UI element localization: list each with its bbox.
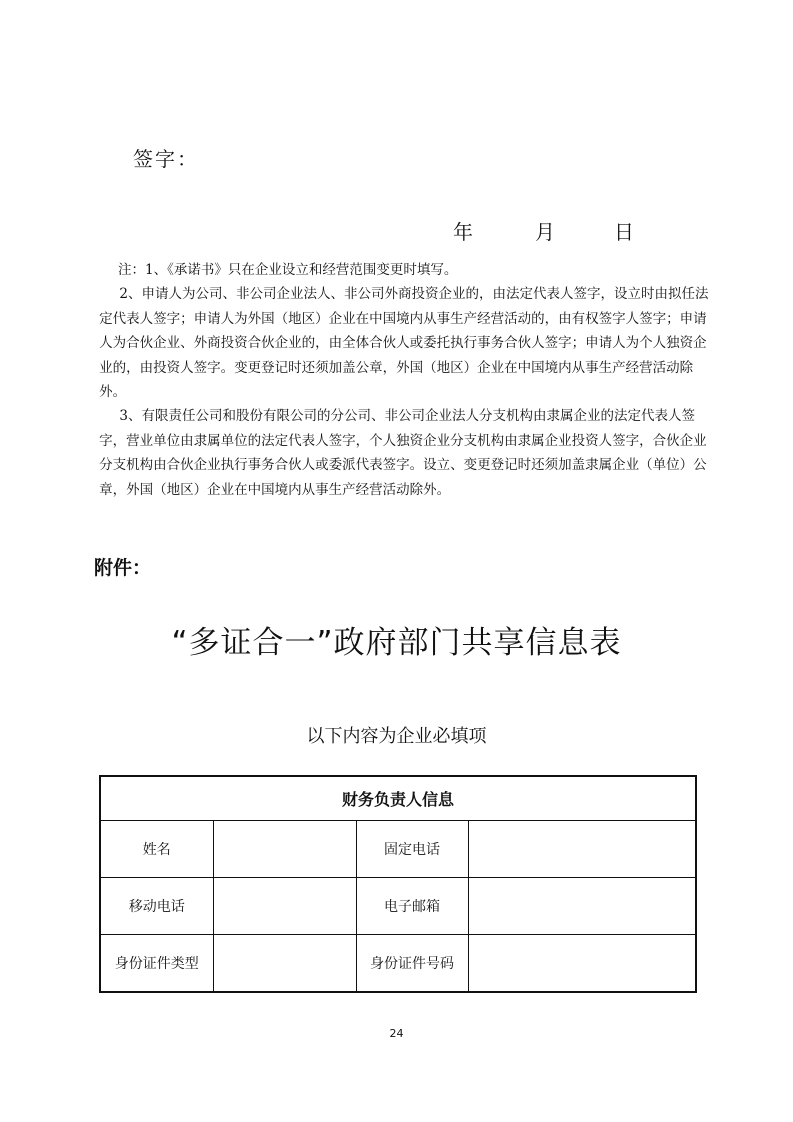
field-label-landline: 固定电话 — [356, 821, 468, 878]
signature-label: 签字： — [133, 147, 199, 171]
notes-section — [99, 258, 718, 502]
field-label-id-number: 身份证件号码 — [356, 935, 468, 993]
field-label-mobile: 移动电话 — [100, 878, 213, 935]
id-number-input-cell[interactable] — [468, 935, 696, 993]
page-title: “多证合一”政府部门共享信息表 — [171, 625, 622, 661]
field-label-name: 姓名 — [100, 821, 213, 878]
date-day-label: 日 — [614, 220, 634, 244]
field-label-id-type: 身份证件类型 — [100, 935, 213, 993]
table-header: 财务负责人信息 — [100, 776, 696, 821]
landline-input-cell[interactable] — [468, 821, 696, 878]
finance-officer-info-table — [99, 775, 697, 993]
id-type-input-cell[interactable] — [213, 935, 356, 993]
mobile-input-cell[interactable] — [213, 878, 356, 935]
field-label-email: 电子邮箱 — [356, 878, 468, 935]
page-number: 24 — [389, 1027, 404, 1040]
note-2: 2、申请人为公司、非公司企业法人、非公司外商投资企业的，由法定代表人签字，设立时由拟任法定代表人签字；申请人为外国（地区）企业在中国境内从事生产经营活动的，由有权签字人签字；申请人为合伙企业、外商投资合伙企业的，由全体合伙人或委托执行事务合伙人签字；申请人为个人独资企业的，由投资人签字。变更登记时还须加盖公章，外国（地区）企业在中国境内从事生产经营活动除外。 — [99, 286, 709, 401]
table-row — [100, 878, 696, 935]
note-3: 3、有限责任公司和股份有限公司的分公司、非公司企业法人分支机构由隶属企业的法定代表人签字，营业单位由隶属单位的法定代表人签字，个人独资企业分支机构由隶属企业投资人签字，合伙企业分支机构由合伙企业执行事务合伙人或委派代表签字。设立、变更登记时还须加盖隶属企业（单位）公章，外国（地区）企业在中国境内从事生产经营活动除外。 — [99, 408, 707, 498]
attachment-label: 附件： — [94, 557, 152, 579]
date-month-label: 月 — [535, 220, 555, 244]
email-input-cell[interactable] — [468, 878, 696, 935]
name-input-cell[interactable] — [213, 821, 356, 878]
page-subtitle: 以下内容为企业必填项 — [306, 726, 487, 747]
table-row — [100, 821, 696, 878]
date-year-label: 年 — [453, 220, 473, 244]
note-1: 注：1、《承诺书》只在企业设立和经营范围变更时填写。 — [118, 262, 458, 278]
table-row — [100, 935, 696, 993]
